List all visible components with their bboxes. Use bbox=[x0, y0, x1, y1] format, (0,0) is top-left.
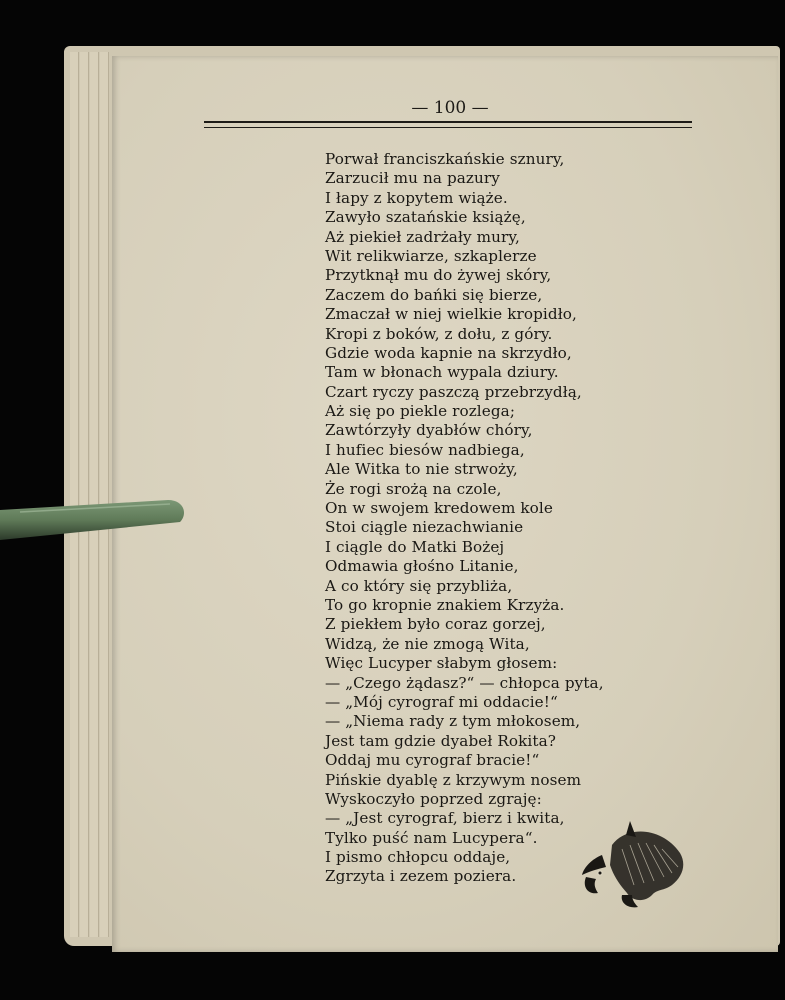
devil-head-vignette-icon bbox=[572, 815, 690, 910]
poem-line: Jest tam gdzie dyabeł Rokita? bbox=[325, 731, 556, 750]
poem-line: Przytknął mu do żywej skóry, bbox=[325, 266, 552, 285]
poem-line: Zawtórzyły dyabłów chóry, bbox=[325, 421, 533, 440]
poem-line: Wyskoczyło poprzed zgraję: bbox=[325, 789, 542, 808]
poem-line: A co który się przybliża, bbox=[325, 576, 513, 595]
poem-line: Widzą, że nie zmogą Wita, bbox=[325, 634, 530, 653]
poem-line: — „Mój cyrograf mi oddacie!“ bbox=[325, 692, 558, 711]
poem-line: Więc Lucyper słabym głosem: bbox=[325, 654, 558, 673]
header-rule-thick bbox=[204, 121, 692, 123]
poem-line: Wit relikwiarze, szkaplerze bbox=[325, 246, 537, 265]
poem-line: Zarzucił mu na pazury bbox=[325, 169, 500, 188]
poem-line: I hufiec biesów nadbiega, bbox=[325, 440, 525, 459]
poem-line: Stoi ciągle niezachwianie bbox=[325, 518, 524, 537]
poem-line: Ale Witka to nie strwoży, bbox=[325, 460, 518, 479]
poem-line: Zawyło szatańskie książę, bbox=[325, 208, 526, 227]
poem-line: Zgrzyta i zezem poziera. bbox=[325, 867, 517, 886]
poem-line: Że rogi srożą na czole, bbox=[325, 479, 502, 498]
poem-line: I pismo chłopcu oddaje, bbox=[325, 848, 511, 867]
poem-line: Zaczem do bańki się bierze, bbox=[325, 285, 543, 304]
poem-line: — „Czego żądasz?“ — chłopca pyta, bbox=[325, 673, 604, 692]
header-rule-thin bbox=[204, 127, 692, 128]
poem-line: Z piekłem było coraz gorzej, bbox=[325, 615, 546, 634]
poem-line: Porwał franciszkańskie sznury, bbox=[325, 150, 565, 168]
poem-line: Oddaj mu cyrograf bracie!“ bbox=[325, 751, 540, 770]
poem-line: To go kropnie znakiem Krzyża. bbox=[325, 595, 565, 614]
page-number: — 100 — bbox=[411, 98, 489, 118]
poem-line: On w swojem kredowem kole bbox=[325, 499, 553, 518]
poem-line: Gdzie woda kapnie na skrzydło, bbox=[325, 343, 572, 362]
poem-line: I łapy z kopytem wiąże. bbox=[325, 188, 508, 207]
poem-line: Czart ryczy paszczą przebrzydłą, bbox=[325, 382, 582, 401]
poem-line: Kropi z boków, z dołu, z góry. bbox=[325, 324, 553, 343]
poem-line: — „Niema rady z tym młokosem, bbox=[325, 712, 581, 731]
poem-line: Aż się po piekle rozlega; bbox=[325, 402, 516, 421]
poem-text bbox=[325, 150, 625, 887]
poem-line: Zmaczał w niej wielkie kropidło, bbox=[325, 305, 577, 324]
poem-line: Tam w błonach wypala dziury. bbox=[325, 363, 559, 382]
green-ribbon-bookmark-icon bbox=[0, 492, 190, 540]
poem-line: I ciągle do Matki Bożej bbox=[325, 537, 505, 556]
poem-line: Pińskie dyablę z krzywym nosem bbox=[325, 770, 582, 789]
poem-line: — „Jest cyrograf, bierz i kwita, bbox=[325, 809, 565, 828]
poem-line: Aż piekieł zadrżały mury, bbox=[325, 227, 520, 246]
poem-line: Odmawia głośno Litanie, bbox=[325, 557, 519, 576]
poem-line: Tylko puść nam Lucypera“. bbox=[325, 828, 538, 847]
